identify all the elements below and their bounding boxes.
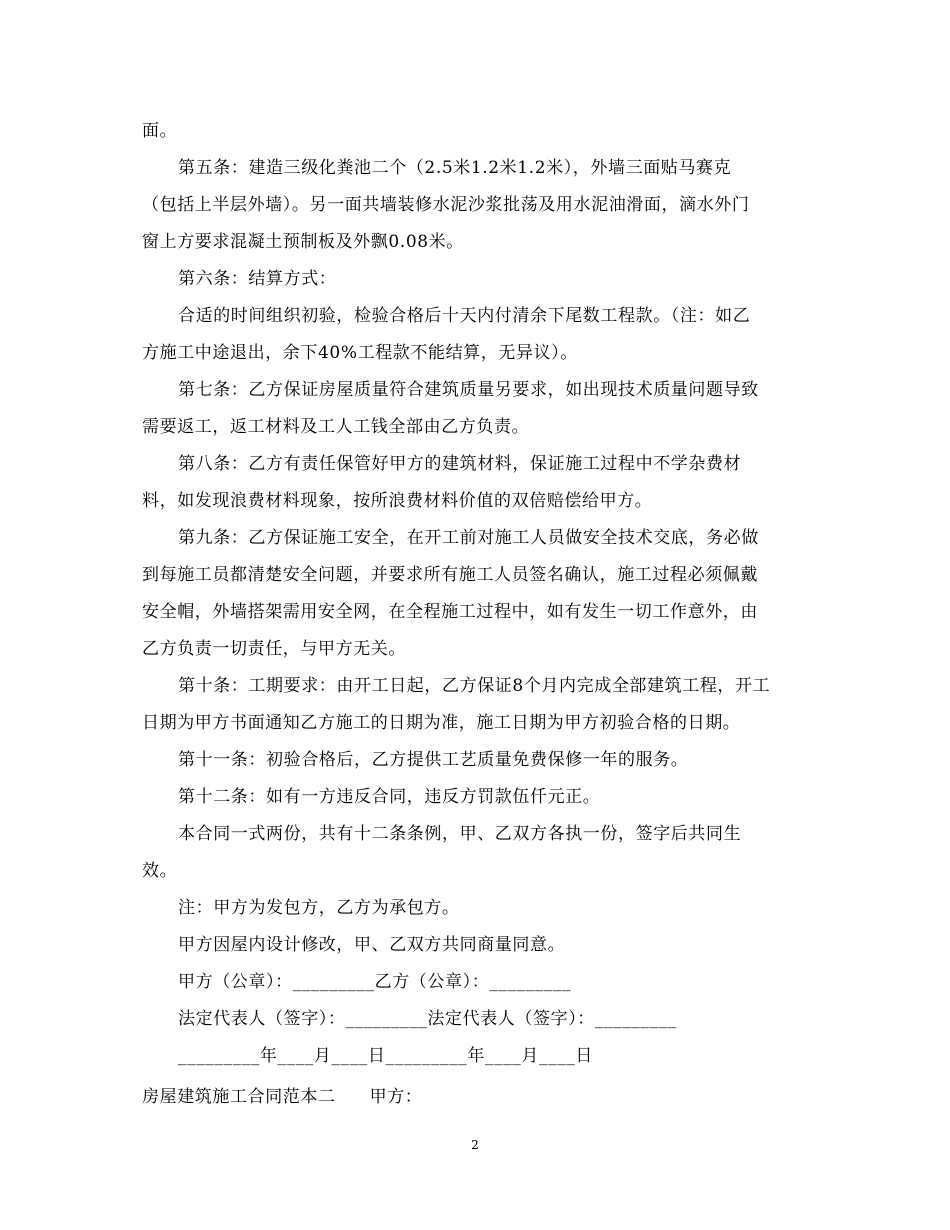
document-body	[142, 113, 814, 1116]
party-a-label: 甲方：	[369, 1087, 423, 1107]
article-8: 第八条：乙方有责任保管好甲方的建筑材料，保证施工过程中不学杂费材	[178, 454, 742, 474]
text-line: 需要返工，返工材料及工人工钱全部由乙方负责。	[142, 417, 530, 437]
text-line: 安全帽，外墙搭架需用安全网，在全程施工过程中，如有发生一切工作意外，由	[142, 602, 758, 622]
text-line: 料，如发现浪费材料现象，按所浪费材料价值的双倍赔偿给甲方。	[142, 491, 653, 511]
article-12: 第十二条：如有一方违反合同，违反方罚款伍仟元正。	[178, 787, 601, 807]
text-line: （包括上半层外墙）。另一面共墙装修水泥沙浆批荡及用水泥油滑面，滴水外门	[142, 195, 750, 215]
text-line: 面。	[142, 121, 178, 141]
signature-line: 法定代表人（签字）：_________法定代表人（签字）：_________	[178, 1009, 677, 1029]
article-6: 第六条：结算方式：	[178, 269, 337, 289]
party-note: 注：甲方为发包方，乙方为承包方。	[178, 898, 460, 918]
next-contract-title: 房屋建筑施工合同范本二	[142, 1087, 336, 1107]
seal-line: 甲方（公章）：_________乙方（公章）：_________	[178, 972, 572, 992]
article-7: 第七条：乙方保证房屋质量符合建筑质量另要求，如出现技术质量问题导致	[178, 380, 759, 400]
text-line: 效。	[142, 861, 178, 881]
date-line: _________年____月____日_________年____月____日	[178, 1046, 593, 1066]
text-line: 日期为甲方书面通知乙方施工的日期为准，施工日期为甲方初验合格的日期。	[142, 713, 741, 733]
article-10: 第十条：工期要求：由开工日起，乙方保证8个月内完成全部建筑工程，开工	[178, 676, 771, 696]
text-line: 合适的时间组织初验，检验合格后十天内付清余下尾数工程款。（注：如乙	[178, 306, 751, 326]
text-line: 到每施工员都清楚安全问题，并要求所有施工人员签名确认，施工过程必须佩戴	[142, 565, 758, 585]
page-number: 2	[471, 1138, 479, 1152]
article-5: 第五条：建造三级化粪池二个（2.5米1.2米1.2米），外墙三面贴马赛克	[178, 158, 732, 178]
text-line: 窗上方要求混凝土预制板及外飘0.08米。	[142, 232, 464, 252]
text-line: 方施工中途退出，余下40%工程款不能结算，无异议）。	[142, 343, 578, 363]
next-contract-heading-line	[142, 1079, 814, 1116]
article-9: 第九条：乙方保证施工安全，在开工前对施工人员做安全技术交底，务必做	[178, 528, 759, 548]
contract-copies-note: 本合同一式两份，共有十二条条例，甲、乙双方各执一份，签字后共同生	[178, 824, 742, 844]
text-line: 乙方负责一切责任，与甲方无关。	[142, 639, 406, 659]
design-change-note: 甲方因屋内设计修改，甲、乙双方共同商量同意。	[178, 935, 566, 955]
article-11: 第十一条：初验合格后，乙方提供工艺质量免费保修一年的服务。	[178, 750, 689, 770]
